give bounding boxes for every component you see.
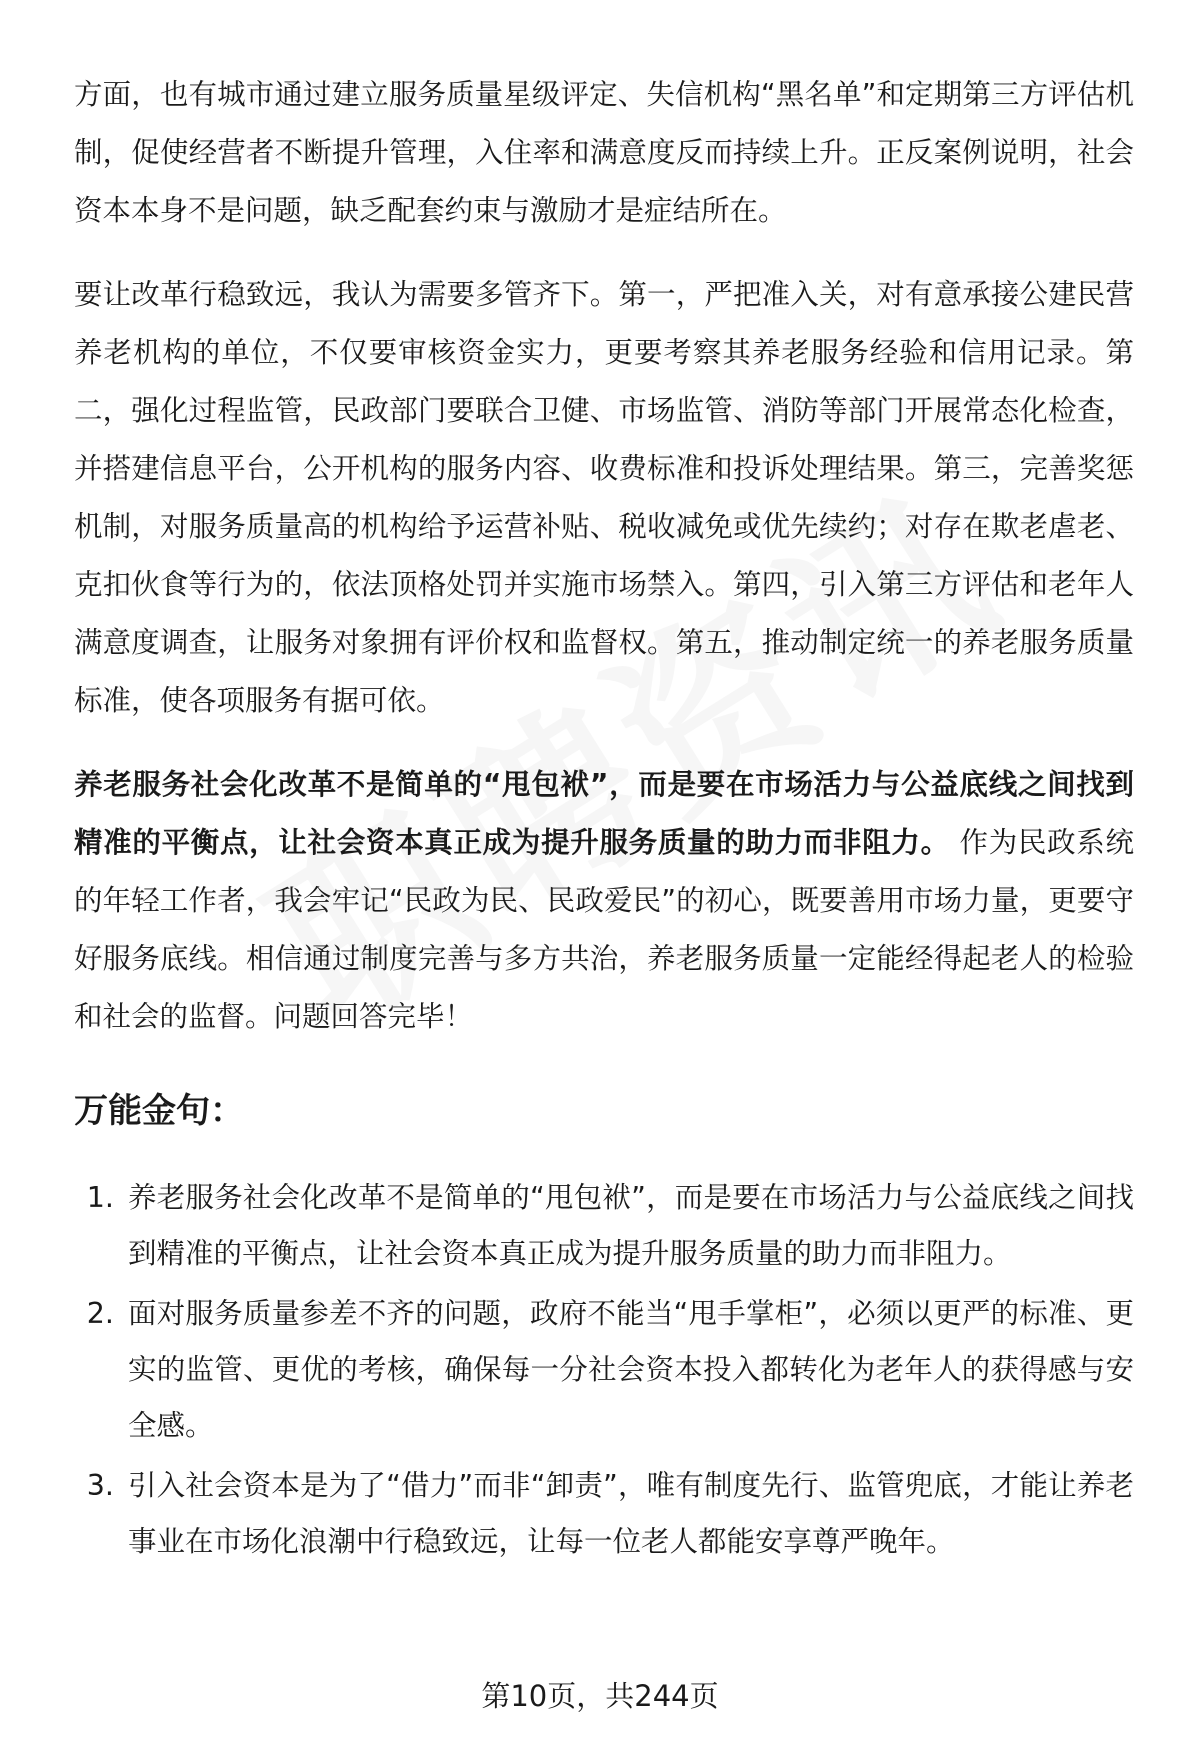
list-item-text: 引入社会资本是为了“借力”而非“卸责”，唯有制度先行、监管兜底，才能让养老事业在市场化浪潮中行稳致远，让每一位老人都能安享尊严晚年。: [128, 1469, 1134, 1558]
list-item-number: 1.: [86, 1181, 114, 1214]
paragraph-2-text: 要让改革行稳致远，我认为需要多管齐下。第一，严把准入关，对有意承接公建民营养老机构的单位，不仅要审核资金实力，更要考察其养老服务经验和信用记录。第二，强化过程监管，民政部门要联合卫健、市场监管、消防等部门开展常态化检查，并搭建信息平台，公开机构的服务内容、收费标准和投诉处理结果。第三，完善奖惩机制，对服务质量高的机构给予运营补贴、税收减免或优先续约；对存在欺老虐老、克扣伙食等行为的，依法顶格处罚并实施市场禁入。第四，引入第三方评估和老年人满意度调查，让服务对象拥有评价权和监督权。第五，推动制定统一的养老服务质量标准，使各项服务有据可依。: [74, 278, 1134, 717]
list-item-text: 养老服务社会化改革不是简单的“甩包袱”，而是要在市场活力与公益底线之间找到精准的平衡点，让社会资本真正成为提升服务质量的助力而非阻力。: [128, 1181, 1134, 1270]
paragraph-2: [74, 266, 1134, 730]
list-item: [86, 1286, 1134, 1454]
list-item: [86, 1170, 1134, 1282]
quote-list: [74, 1170, 1134, 1570]
section-heading: 万能金句：: [74, 1091, 244, 1131]
page-footer: 第10页，共244页: [481, 1679, 719, 1713]
paragraph-3-text: 作为民政系统的年轻工作者，我会牢记“民政为民、民政爱民”的初心，既要善用市场力量，更要守好服务底线。相信通过制度完善与多方共治，养老服务质量一定能经得起老人的检验和社会的监督。问题回答完毕！: [74, 826, 1134, 1033]
list-item: [86, 1458, 1134, 1570]
list-item-number: 3.: [86, 1469, 114, 1502]
document-body: [74, 66, 1134, 1574]
list-item-text: 面对服务质量参差不齐的问题，政府不能当“甩手掌柜”，必须以更严的标准、更实的监管、更优的考核，确保每一分社会资本投入都转化为老年人的获得感与安全感。: [128, 1297, 1134, 1442]
paragraph-3-bold: 养老服务社会化改革不是简单的“甩包袱”，而是要在市场活力与公益底线之间找到精准的平衡点，让社会资本真正成为提升服务质量的助力而非阻力。: [74, 768, 1134, 859]
paragraph-1: [74, 66, 1134, 240]
list-item-number: 2.: [86, 1297, 114, 1330]
paragraph-1-text: 方面，也有城市通过建立服务质量星级评定、失信机构“黑名单”和定期第三方评估机制，促使经营者不断提升管理，入住率和满意度反而持续上升。正反案例说明，社会资本本身不是问题，缺乏配套约束与激励才是症结所在。: [74, 78, 1134, 227]
paragraph-3: [74, 756, 1134, 1046]
